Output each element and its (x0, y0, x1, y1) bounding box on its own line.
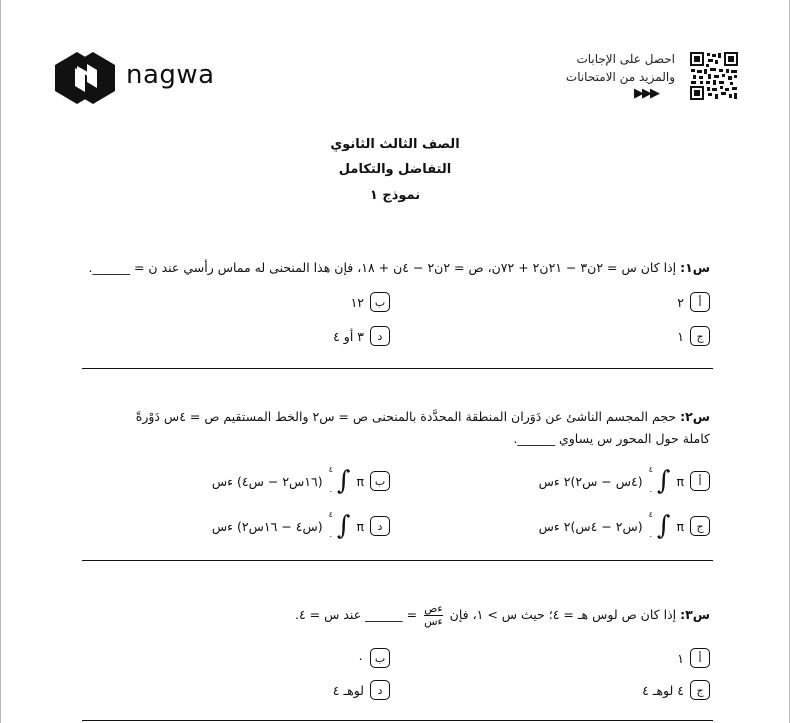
question-3-body-start: إذا كان ص لوس هـ = ٤؛ حيث س > ١، فإن (449, 607, 677, 622)
q1-option-d[interactable] (333, 326, 390, 346)
divider (82, 720, 713, 721)
question-3-label: س٣: (680, 607, 710, 622)
option-letter-badge: ب (370, 648, 390, 668)
integral-icon: ∫ (656, 466, 671, 496)
option-text: ١ (677, 650, 684, 666)
pi-symbol: π (356, 473, 364, 489)
promo-text (566, 50, 675, 86)
integral-icon: ∫ (656, 511, 671, 541)
pi-symbol: π (676, 473, 684, 489)
option-text: ٢ (677, 294, 684, 310)
derivative-fraction (424, 603, 443, 628)
option-letter-badge: أ (690, 292, 710, 312)
question-2-line-1: حجم المجسم الناشئ عن دَوَران المنطقة المحدَّدة بالمنحنى ص = س٢ والخط المستقيم ص = ٤س دَوْرةً (135, 409, 677, 424)
divider (82, 560, 713, 561)
qr-code-icon[interactable] (690, 52, 738, 100)
arrows-icon: ▶▶▶ (634, 86, 658, 101)
option-text: ١ (677, 328, 684, 344)
brand-name: nagwa (126, 60, 215, 90)
q2-option-b[interactable] (212, 465, 390, 497)
page-border-left (0, 0, 1, 723)
option-expression: (س٤ − ١٦س٢) ءس (211, 518, 323, 534)
q2-option-a[interactable] (539, 465, 710, 497)
fraction-numerator: ءص (424, 602, 443, 615)
option-expression: (١٦س٢ − س٤) ءس (211, 473, 323, 489)
integral-limits: ٤ ٠ (648, 465, 653, 496)
q1-option-a[interactable] (677, 292, 710, 312)
option-text: لوهـ ٤ (332, 682, 364, 698)
question-1-text (80, 260, 710, 275)
pi-symbol: π (676, 518, 684, 534)
grade-title: الصف الثالث الثانوي (330, 137, 460, 152)
integral-limits: ٤ ٠ (648, 510, 653, 541)
promo-line-1: احصل على الإجابات (576, 52, 675, 66)
question-1-label: س١: (680, 260, 710, 275)
q3-option-b[interactable] (357, 648, 390, 668)
question-1-body: إذا كان س = ٢ن٣ − ٢١ن٢ + ٧٢ن، ص = ٢ن٢ − ٤ن + ١٨، فإن هذا المنحنى له مماس رأسي عند ن = ______. (88, 260, 677, 275)
option-letter-badge: ج (690, 516, 710, 536)
option-expression: (٤س − س٢)٢ ءس (538, 473, 643, 489)
integral-limits: ٤ ٠ (328, 465, 333, 496)
promo-line-2: والمزيد من الامتحانات (565, 70, 675, 84)
q2-option-c[interactable] (539, 510, 710, 542)
divider (82, 368, 713, 369)
option-letter-badge: د (370, 680, 390, 700)
option-text: ٣ أو ٤ (333, 328, 364, 344)
option-letter-badge: ب (370, 292, 390, 312)
q3-option-c[interactable] (642, 680, 710, 700)
option-letter-badge: ب (370, 471, 390, 491)
option-text: ٠ (357, 650, 364, 666)
q1-option-b[interactable] (351, 292, 390, 312)
option-expression: (س٢ − ٤س)٢ ءس (538, 518, 643, 534)
question-3-text (295, 603, 710, 628)
option-text: ٤ لوهـ ٤ (642, 682, 684, 698)
option-letter-badge: ج (690, 326, 710, 346)
fraction-denominator: ءس (424, 615, 443, 628)
integral-icon: ∫ (336, 466, 351, 496)
option-letter-badge: د (370, 326, 390, 346)
option-text: ١٢ (350, 294, 364, 310)
option-letter-badge: أ (690, 471, 710, 491)
question-3-body-end: = ______ عند س = ٤. (295, 607, 418, 622)
q3-option-d[interactable] (333, 680, 390, 700)
question-2-label: س٢: (680, 409, 710, 424)
pi-symbol: π (356, 518, 364, 534)
subject-title: التفاضل والتكامل (338, 162, 452, 177)
integral-limits: ٤ ٠ (328, 510, 333, 541)
question-2-line-2: كاملة حول المحور س يساوي ______. (513, 431, 710, 446)
integral-icon: ∫ (336, 511, 351, 541)
q2-option-d[interactable] (212, 510, 390, 542)
q1-option-c[interactable] (677, 326, 710, 346)
option-letter-badge: أ (690, 648, 710, 668)
question-2-text (80, 409, 710, 424)
option-letter-badge: د (370, 516, 390, 536)
option-letter-badge: ج (690, 680, 710, 700)
model-title: نموذج ١ (369, 188, 421, 203)
q3-option-a[interactable] (677, 648, 710, 668)
nagwa-logo-icon (55, 52, 115, 104)
